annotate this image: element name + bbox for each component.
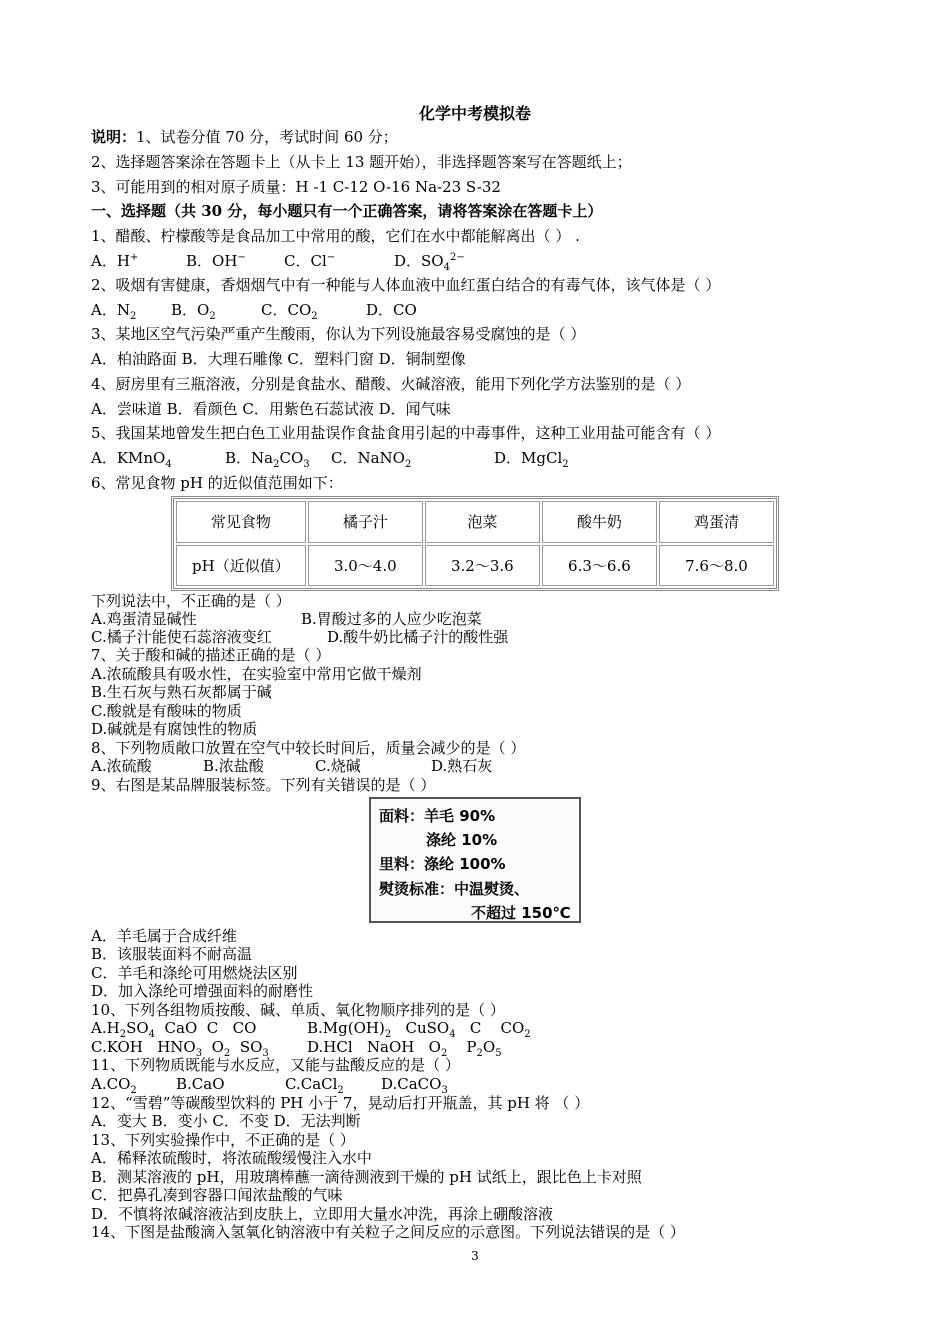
question-10-options-ab: $A.H_2SO_4$ CaO C CO $B.Mg(OH)_2$ CuSO$_4$ C $CO_2$ (91, 1019, 531, 1040)
table-cell: 常见食物 (176, 501, 306, 543)
question-3: 3、某地区空气污染严重产生酸雨，你认为下列设施最容易受腐蚀的是（ ） (91, 325, 586, 343)
question-9-option-b: B．该服装面料不耐高温 (91, 945, 253, 963)
question-6-options-ab: A.鸡蛋清显碱性 B.胃酸过多的人应少吃泡菜 (91, 610, 482, 628)
question-13-option-d: D．不慎将浓碱溶液沾到皮肤上，立即用大量水冲洗，再涂上硼酸溶液 (91, 1205, 554, 1223)
question-9: 9、右图是某品牌服装标签。下列有关错误的是（ ） (91, 776, 436, 794)
table-cell: 3.0～4.0 (308, 545, 423, 587)
table-cell: 3.2～3.6 (425, 545, 540, 587)
notes-label: 说明： (91, 128, 137, 146)
question-13: 13、下列实验操作中，不正确的是（ ） (91, 1131, 355, 1149)
label-line: 面料：羊毛 90% (379, 807, 496, 825)
table-cell: pH（近似值） (176, 545, 306, 587)
label-line: 熨烫标准：中温熨烫、 (379, 880, 530, 898)
table-row (176, 545, 774, 587)
question-7-option-a: A.浓硫酸具有吸水性，在实验室中常用它做干燥剂 (91, 665, 422, 683)
question-13-option-c: C．把鼻孔凑到容器口闻浓盐酸的气味 (91, 1186, 343, 1204)
question-2: 2、吸烟有害健康，香烟烟气中有一种能与人体血液中血红蛋白结合的有毒气体，该气体是（ ） (91, 276, 721, 294)
table-cell: 酸牛奶 (542, 501, 657, 543)
question-1: 1、醋酸、柠檬酸等是食品加工中常用的酸，它们在水中都能解离出（ ） . (91, 227, 580, 245)
question-7: 7、关于酸和碱的描述正确的是（ ） (91, 646, 331, 664)
table-cell: 鸡蛋清 (659, 501, 774, 543)
table-cell: 橘子汁 (308, 501, 423, 543)
question-6-options-cd: C.橘子汁能使石蕊溶液变红 D.酸牛奶比橘子汁的酸性强 (91, 628, 509, 646)
label-line: 涤纶 10% (426, 831, 498, 849)
question-11-options: $A.CO_2$ B.CaO C.CaCl$_2$ D.CaCO$_3$ (91, 1075, 448, 1096)
question-10: 10、下列各组物质按酸、碱、单质、氧化物顺序排列的是（ ） (91, 1001, 505, 1019)
question-6-sub: 下列说法中，不正确的是（ ） (91, 592, 291, 610)
page-title: 化学中考模拟卷 (418, 104, 531, 123)
table-cell: 泡菜 (425, 501, 540, 543)
question-13-option-b: B．测某溶液的 pH，用玻璃棒蘸一滴待测液到干燥的 pH 试纸上，跟比色上卡对照 (91, 1168, 642, 1186)
question-12: 12、“雪碧”等碳酸型饮料的 PH 小于 7，晃动后打开瓶盖，其 pH 将 （ ） (91, 1094, 590, 1112)
question-5: 5、我国某地曾发生把白色工业用盐误作食盐食用引起的中毒事件，这种工业用盐可能含有（ ） (91, 424, 721, 442)
section-heading: 一、选择题（共 30 分，每小题只有一个正确答案，请将答案涂在答题卡上） (91, 202, 603, 220)
label-line: 不超过 150℃ (471, 904, 571, 922)
note-line-2: 2、选择题答案涂在答题卡上（从卡上 13 题开始），非选择题答案写在答题纸上； (91, 153, 632, 171)
label-line: 里料：涤纶 100% (379, 855, 506, 873)
page-number: 3 (471, 1249, 479, 1263)
question-10-options-cd: C.KOH $HNO_3$ $O_2$ $SO_3$ D.HCl NaOH $O_2$ $P_2O_5$ (91, 1038, 502, 1059)
clothing-label-image (369, 797, 581, 923)
question-4-options: A．尝味道 B．看颜色 C．用紫色石蕊试液 D．闻气味 (91, 400, 451, 418)
note-line-1: 说明：1、试卷分值 70 分，考试时间 60 分； (91, 128, 398, 146)
question-7-option-b: B.生石灰与熟石灰都属于碱 (91, 683, 272, 701)
question-5-options: A．KMnO$_4$ B．$Na_2CO_3$ C．NaNO$_2$ D．MgCl$_2$ (91, 449, 569, 470)
question-11: 11、下列物质既能与水反应，又能与盐酸反应的是（ ） (91, 1056, 460, 1074)
table-cell: 7.6～8.0 (659, 545, 774, 587)
question-7-option-c: C.酸就是有酸味的物质 (91, 702, 242, 720)
question-8-options: A.浓硫酸 B.浓盐酸 C.烧碱 D.熟石灰 (91, 757, 493, 775)
question-12-options: A．变大 B．变小 C．不变 D．无法判断 (91, 1112, 361, 1130)
question-6: 6、常见食物 pH 的近似值范围如下： (91, 474, 343, 492)
question-2-options: A．$N_2$ B．$O_2$ C．$CO_2$ D．CO (91, 301, 417, 322)
question-3-options: A．柏油路面 B．大理石雕像 C．塑料门窗 D．铜制塑像 (91, 350, 466, 368)
table-cell: 6.3～6.6 (542, 545, 657, 587)
question-9-option-d: D．加入涤纶可增强面料的耐磨性 (91, 982, 314, 1000)
question-14: 14、下图是盐酸滴入氢氧化钠溶液中有关粒子之间反应的示意图。下列说法错误的是（ ） (91, 1223, 685, 1241)
question-7-option-d: D.碱就是有腐蚀性的物质 (91, 720, 258, 738)
question-4: 4、厨房里有三瓶溶液，分别是食盐水、醋酸、火碱溶液，能用下列化学方法鉴别的是（ ） (91, 375, 691, 393)
table-header-row (176, 501, 774, 543)
question-9-option-a: A．羊毛属于合成纤维 (91, 927, 237, 945)
question-1-options: A．H+ B．OH− C．Cl− D．$SO_4^{2-}$ (91, 252, 465, 273)
ph-table (171, 496, 779, 591)
question-13-option-a: A．稀释浓硫酸时，将浓硫酸缓慢注入水中 (91, 1149, 372, 1167)
question-8: 8、下列物质敞口放置在空气中较长时间后，质量会减少的是（ ） (91, 739, 526, 757)
question-9-option-c: C．羊毛和涤纶可用燃烧法区别 (91, 964, 298, 982)
note-line-3: 3、可能用到的相对原子质量：H -1 C-12 O-16 Na-23 S-32 (91, 178, 501, 196)
